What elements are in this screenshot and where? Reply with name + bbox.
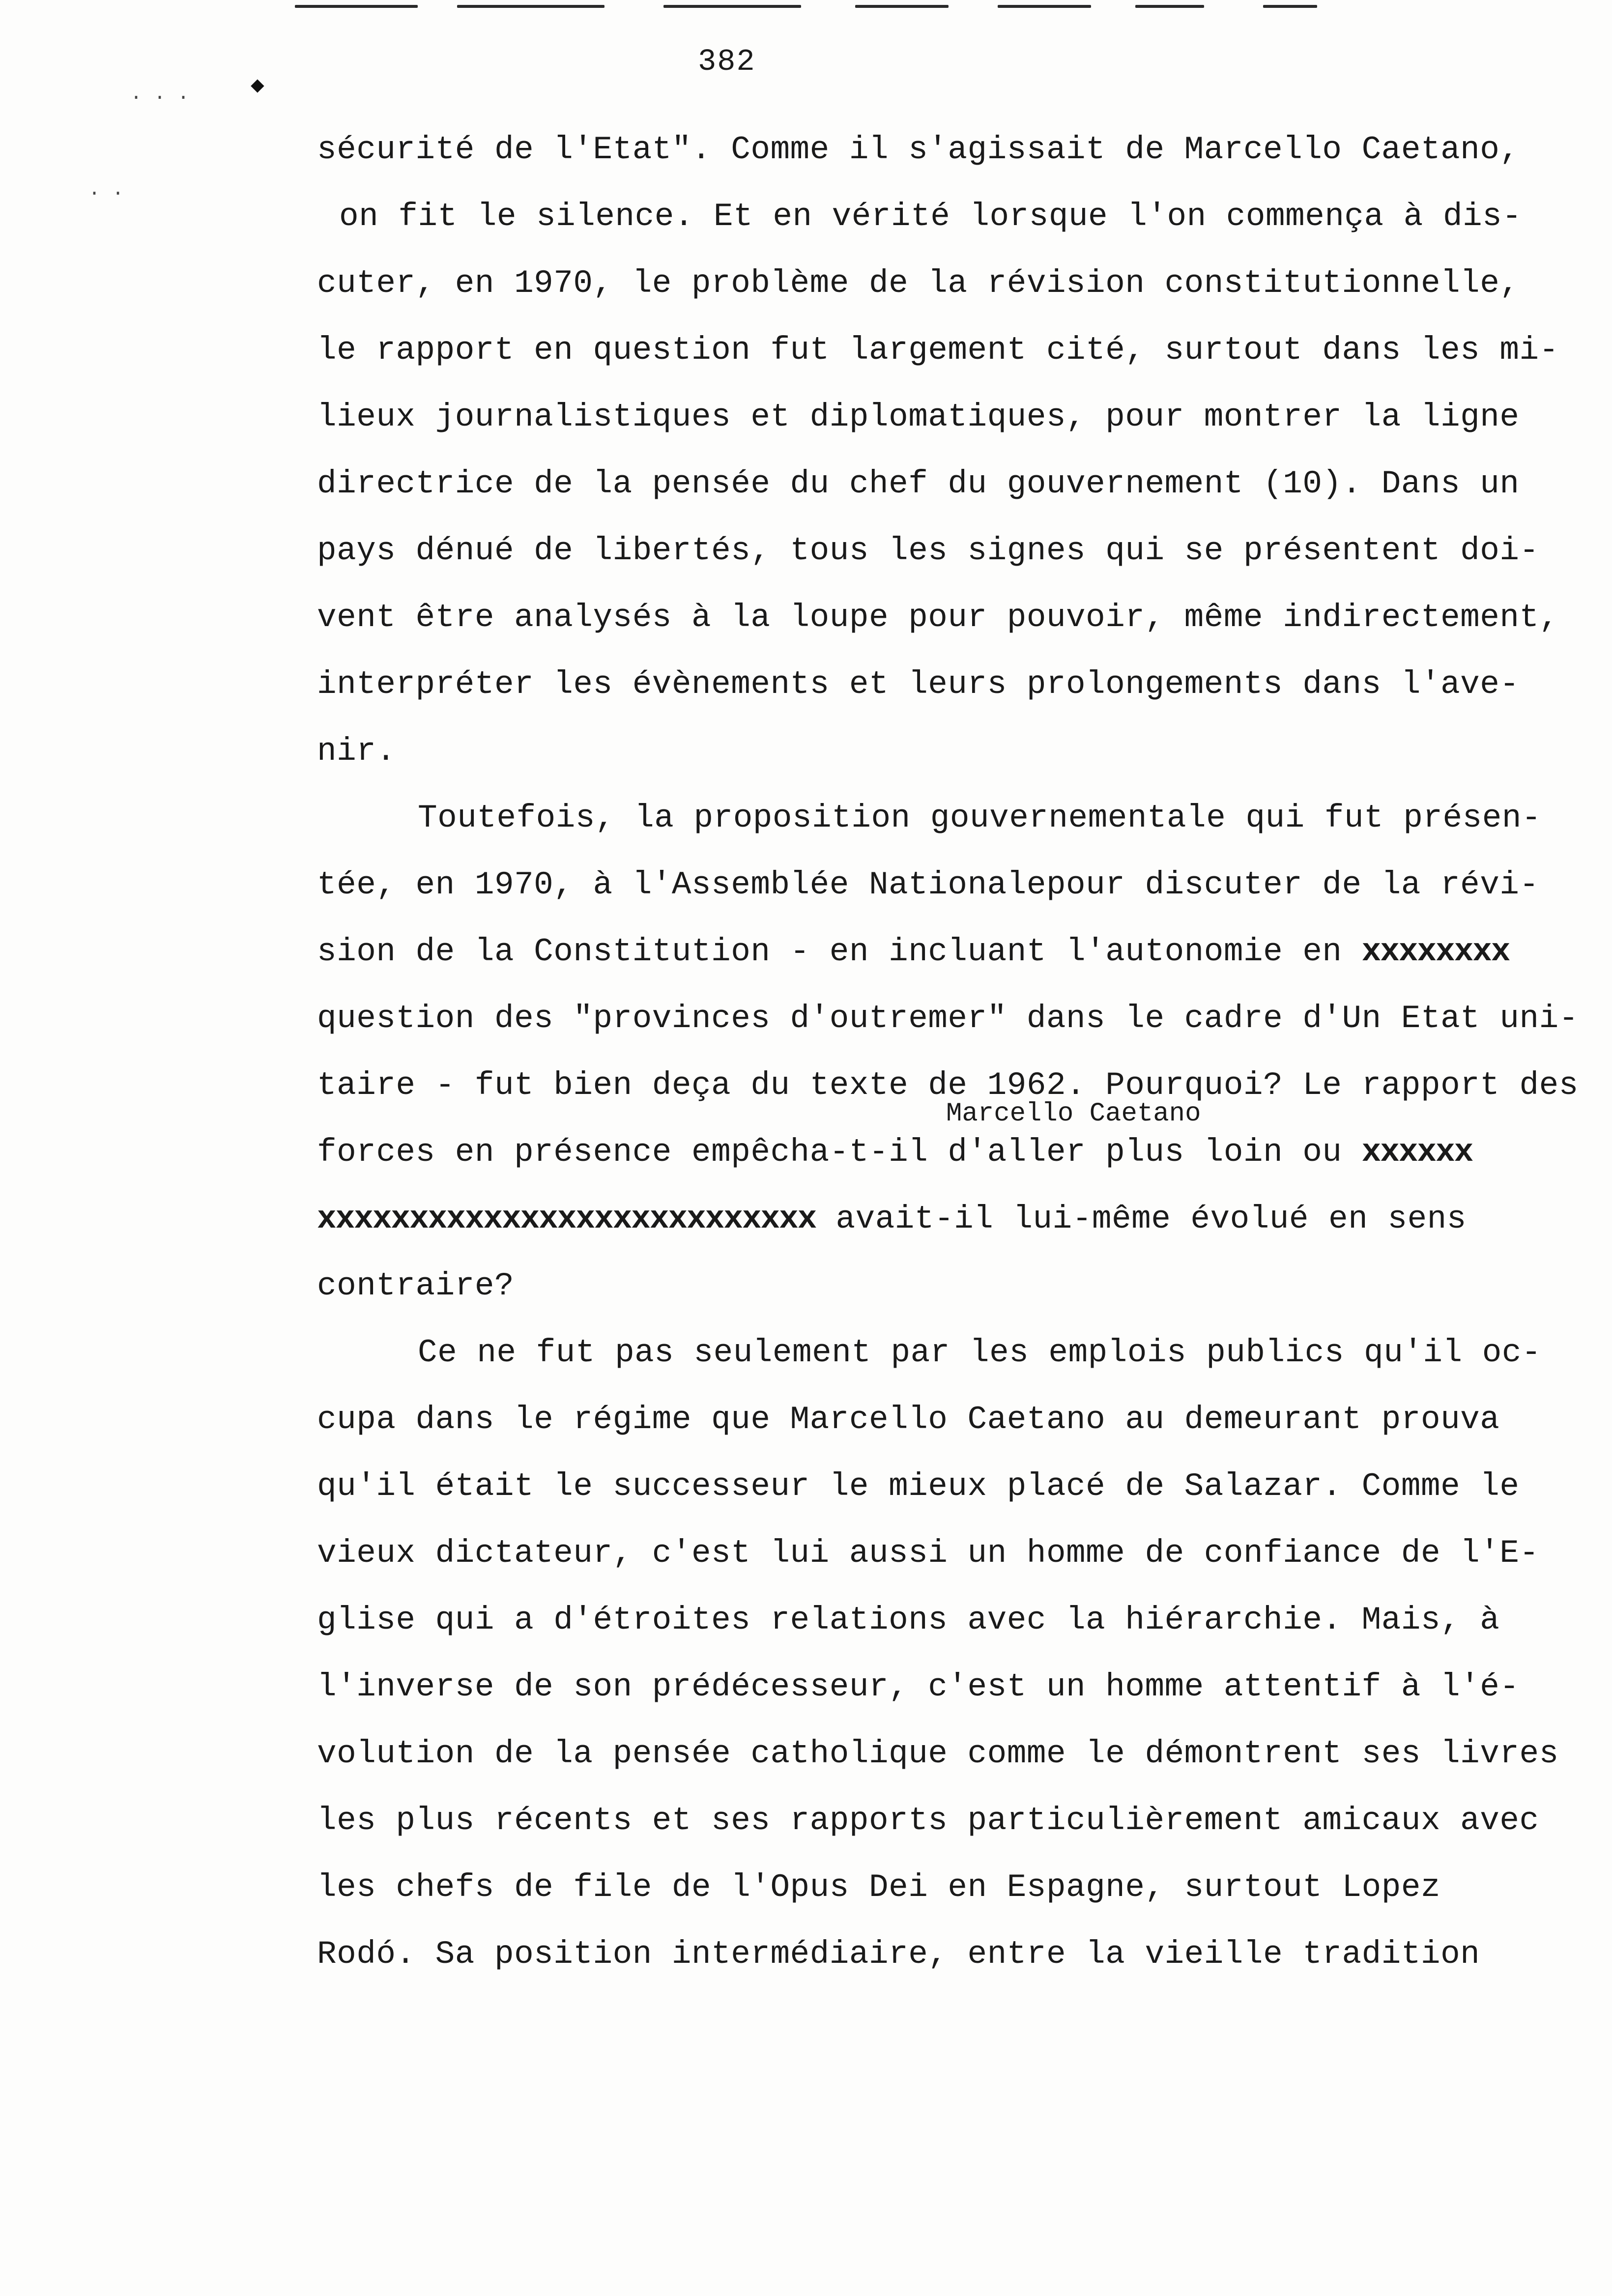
text-line: le rapport en question fut largement cité, surtout dans les mi- — [317, 332, 1559, 369]
text-segment: forces en présence empêcha-t-il d'aller plus loin ou — [317, 1134, 1342, 1171]
text-line: Rodó. Sa position intermédiaire, entre la vieille tradition — [317, 1936, 1480, 1973]
top-rule — [295, 5, 418, 8]
text-line: nir. — [317, 733, 396, 770]
text-line: les chefs de file de l'Opus Dei en Espagne, surtout Lopez — [317, 1869, 1441, 1906]
text-segment: sion de la Constitution - en incluant l'autonomie en — [317, 933, 1342, 970]
struck-out-text: xxxxxx — [1361, 1134, 1473, 1171]
page-number: 382 — [698, 44, 756, 79]
top-rule — [1263, 5, 1317, 8]
text-line: les plus récents et ses rapports particulièrement amicaux avec — [317, 1802, 1539, 1839]
text-line: question des "provinces d'outremer" dans le cadre d'Un Etat uni- — [317, 1000, 1579, 1037]
struck-out-text: xxxxxxxxxxxxxxxxxxxxxxxxxxx — [317, 1201, 816, 1237]
text-line: pays dénué de libertés, tous les signes qui se présentent doi- — [317, 532, 1539, 569]
text-line: Toutefois, la proposition gouvernementale qui fut présen- — [418, 800, 1542, 836]
top-rule — [1135, 5, 1204, 8]
text-line: vieux dictateur, c'est lui aussi un homme de confiance de l'E- — [317, 1535, 1539, 1572]
text-line — [317, 1203, 1467, 1235]
text-line: contraire? — [317, 1267, 515, 1304]
text-line: volution de la pensée catholique comme le démontrent ses livres — [317, 1735, 1559, 1772]
text-line: vent être analysés à la loupe pour pouvoir, même indirectement, — [317, 599, 1559, 636]
text-line: qu'il était le successeur le mieux placé de Salazar. Comme le — [317, 1468, 1520, 1505]
text-line: interpréter les évènements et leurs prolongements dans l'ave- — [317, 666, 1520, 703]
text-line: on fit le silence. Et en vérité lorsque l'on commença à dis- — [339, 198, 1522, 235]
scan-mark: · · — [88, 183, 124, 205]
text-line: glise qui a d'étroites relations avec la hiérarchie. Mais, à — [317, 1602, 1500, 1638]
top-rule — [855, 5, 949, 8]
top-rule — [998, 5, 1091, 8]
struck-out-text: xxxxxxxx — [1361, 933, 1510, 970]
text-line: cuter, en 1970, le problème de la révision constitutionnelle, — [317, 265, 1520, 302]
scan-mark: ◆ — [251, 73, 264, 99]
scan-mark: · · · — [130, 87, 190, 109]
text-line: taire - fut bien deça du texte de 1962. Pourquoi? Le rapport des — [317, 1067, 1579, 1104]
text-line — [317, 933, 1510, 970]
text-line: tée, en 1970, à l'Assemblée Nationalepour discuter de la révi- — [317, 866, 1539, 903]
text-line: directrice de la pensée du chef du gouvernement (10). Dans un — [317, 465, 1520, 502]
text-line: cupa dans le régime que Marcello Caetano au demeurant prouva — [317, 1401, 1500, 1438]
text-line: l'inverse de son prédécesseur, c'est un homme attentif à l'é- — [317, 1668, 1520, 1705]
text-segment: avait-il lui-même évolué en sens — [835, 1201, 1467, 1237]
text-line: sécurité de l'Etat". Comme il s'agissait de Marcello Caetano, — [317, 131, 1520, 168]
top-rule — [457, 5, 604, 8]
interlinear-insertion: Marcello Caetano — [946, 1099, 1201, 1129]
top-rule — [663, 5, 801, 8]
text-line — [317, 1136, 1472, 1169]
text-line: Ce ne fut pas seulement par les emplois publics qu'il oc- — [418, 1334, 1542, 1371]
text-line: lieux journalistiques et diplomatiques, pour montrer la ligne — [317, 399, 1520, 435]
